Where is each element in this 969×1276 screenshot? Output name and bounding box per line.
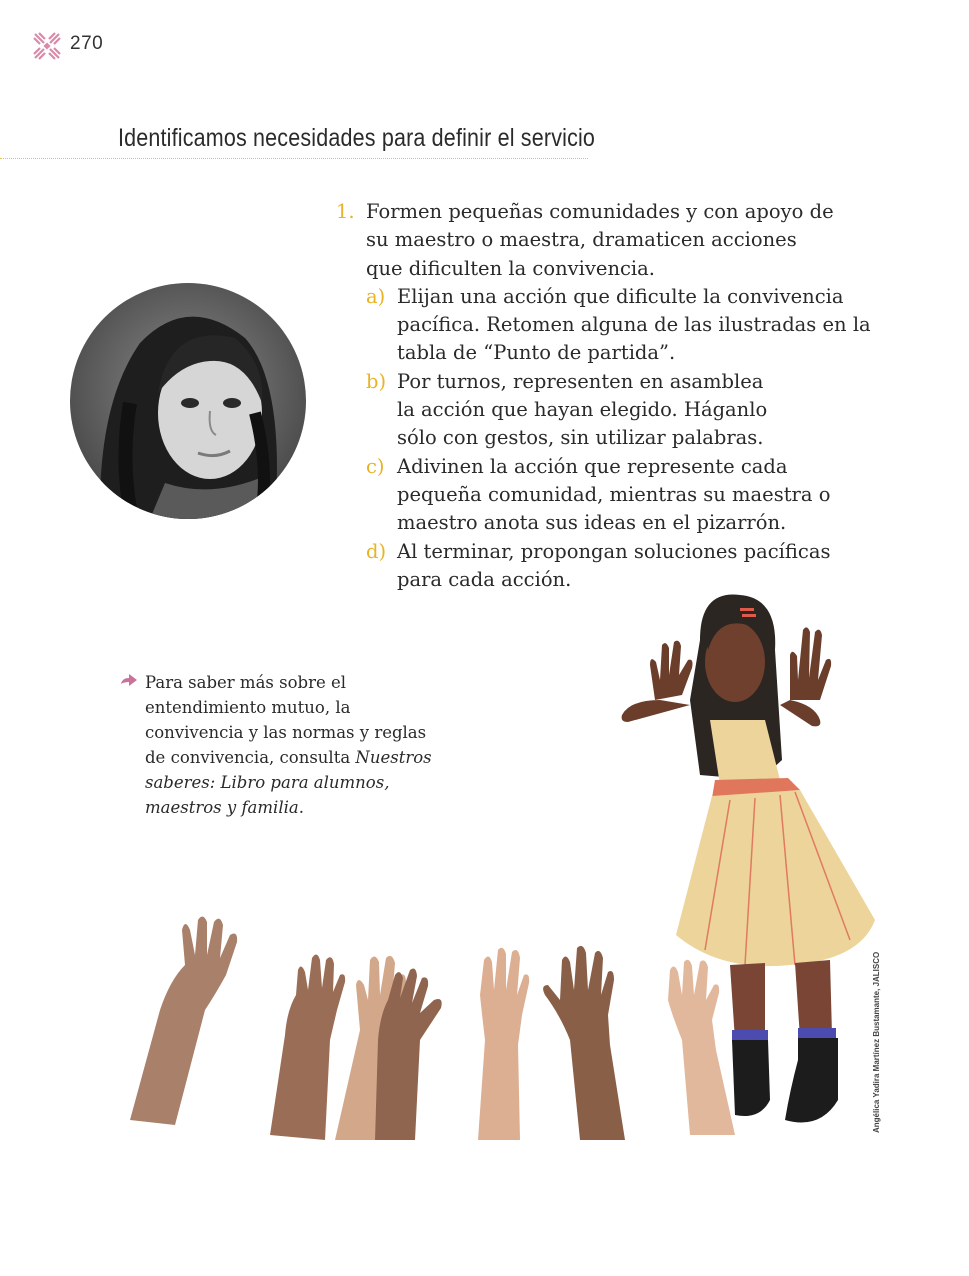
activity-step-c bbox=[366, 453, 876, 538]
activity-step-b bbox=[366, 368, 876, 453]
activity-list bbox=[336, 198, 876, 594]
hands-and-girl-illustration bbox=[0, 560, 969, 1200]
step-text: Adivinen la acción que represente cada pequeña comunidad, mientras su maestra o maestro anota sus ideas en el pizarrón. bbox=[397, 454, 831, 535]
step-letter: c) bbox=[366, 454, 385, 478]
section-title: Identificamos necesidades para definir el servicio bbox=[118, 124, 596, 152]
credit-text: Angélica Yadira Martínez Bustamante, JALISCO bbox=[872, 951, 881, 1133]
girl-portrait-photo bbox=[70, 283, 306, 519]
step-letter: d) bbox=[366, 539, 387, 563]
title-divider bbox=[0, 158, 588, 159]
decorative-pattern-icon bbox=[32, 31, 62, 61]
book-title: Nuestros saberes: Libro para alumnos, maestros y familia bbox=[145, 748, 432, 817]
step-text: Por turnos, representen en asamblea la acción que hayan elegido. Háganlo sólo con gestos, sin utilizar palabras. bbox=[397, 369, 768, 450]
step-text: Elijan una acción que dificulte la convivencia pacífica. Retomen alguna de las ilustradas en la tabla de “Punto de partida”. bbox=[397, 284, 871, 365]
girl-illustration bbox=[622, 595, 875, 1123]
activity-intro bbox=[336, 198, 876, 283]
activity-intro-text: Formen pequeñas comunidades y con apoyo de su maestro o maestra, dramaticen acciones que dificulten la convivencia. bbox=[366, 200, 834, 280]
page-number: 270 bbox=[70, 33, 104, 54]
illustration-credit bbox=[866, 951, 892, 1135]
step-text: Al terminar, propongan soluciones pacíficas para cada acción. bbox=[397, 539, 831, 591]
activity-number: 1. bbox=[336, 200, 355, 223]
step-letter: b) bbox=[366, 369, 387, 393]
activity-step-a bbox=[366, 283, 876, 368]
step-letter: a) bbox=[366, 284, 386, 308]
note-lead-text: Para saber más sobre el entendimiento mutuo, la convivencia y las normas y reglas de convivencia, consulta bbox=[145, 673, 427, 767]
raised-hands-illustration bbox=[130, 916, 735, 1140]
note-end: . bbox=[298, 798, 304, 817]
